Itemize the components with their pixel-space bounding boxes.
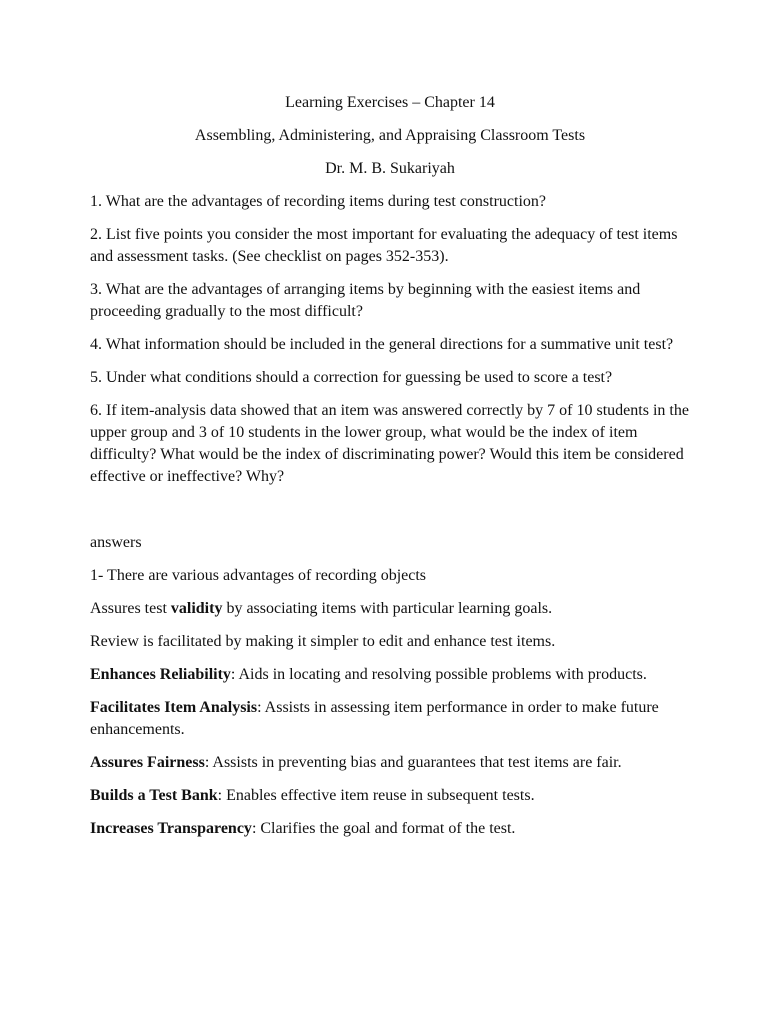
- question-4: 4. What information should be included in the general directions for a summative unit test?: [90, 336, 674, 353]
- answer-point: [90, 697, 690, 741]
- answer-point: [90, 664, 690, 686]
- section-spacer: [90, 499, 690, 532]
- answer-validity: [90, 598, 690, 620]
- question-6: 6. If item-analysis data showed that an item was answered correctly by 7 of 10 students in the upper group and 3 of 10 students in the lower group, what would be the index of item difficulty? What would be the index of discriminating power? Would this item be considered effective or ineffective? Why?: [90, 402, 689, 485]
- validity-text-after: by associating items with particular learning goals.: [222, 600, 553, 617]
- question-1: 1. What are the advantages of recording items during test construction?: [90, 193, 546, 210]
- answer-point: [90, 785, 690, 807]
- answer-point-text: : Assists in assessing item performance in order to make future enhancements.: [90, 699, 659, 738]
- answer-point: [90, 818, 690, 840]
- answer-review: Review is facilitated by making it simpler to edit and enhance test items.: [90, 633, 556, 650]
- answer-point-text: : Aids in locating and resolving possible problems with products.: [230, 666, 647, 683]
- answer-point-term: Builds a Test Bank: [90, 787, 218, 804]
- validity-text-before: Assures test: [90, 600, 171, 617]
- question-2: 2. List five points you consider the most important for evaluating the adequacy of test items and assessment tasks. (See checklist on pages 352-353).: [90, 226, 678, 265]
- question-5: 5. Under what conditions should a correction for guessing be used to score a test?: [90, 369, 613, 386]
- answer-point-text: : Clarifies the goal and format of the test.: [251, 820, 516, 837]
- answer-point: [90, 752, 690, 774]
- document-subtitle: Assembling, Administering, and Appraising Classroom Tests: [194, 127, 586, 144]
- answer-point-text: : Assists in preventing bias and guarantees that test items are fair.: [204, 754, 622, 771]
- answer-point-term: Facilitates Item Analysis: [90, 699, 258, 716]
- document-title: Learning Exercises – Chapter 14: [285, 94, 495, 111]
- question-3: 3. What are the advantages of arranging items by beginning with the easiest items and proceeding gradually to the most difficult?: [90, 281, 641, 320]
- answer-intro: 1- There are various advantages of recording objects: [90, 567, 427, 584]
- answer-point-term: Enhances Reliability: [90, 666, 231, 683]
- answer-point-text: : Enables effective item reuse in subsequent tests.: [217, 787, 535, 804]
- validity-term: validity: [170, 600, 223, 617]
- document-page: [90, 92, 690, 851]
- document-author: Dr. M. B. Sukariyah: [325, 160, 455, 177]
- answers-heading: answers: [90, 534, 142, 551]
- answer-point-term: Assures Fairness: [90, 754, 205, 771]
- answer-point-term: Increases Transparency: [90, 820, 252, 837]
